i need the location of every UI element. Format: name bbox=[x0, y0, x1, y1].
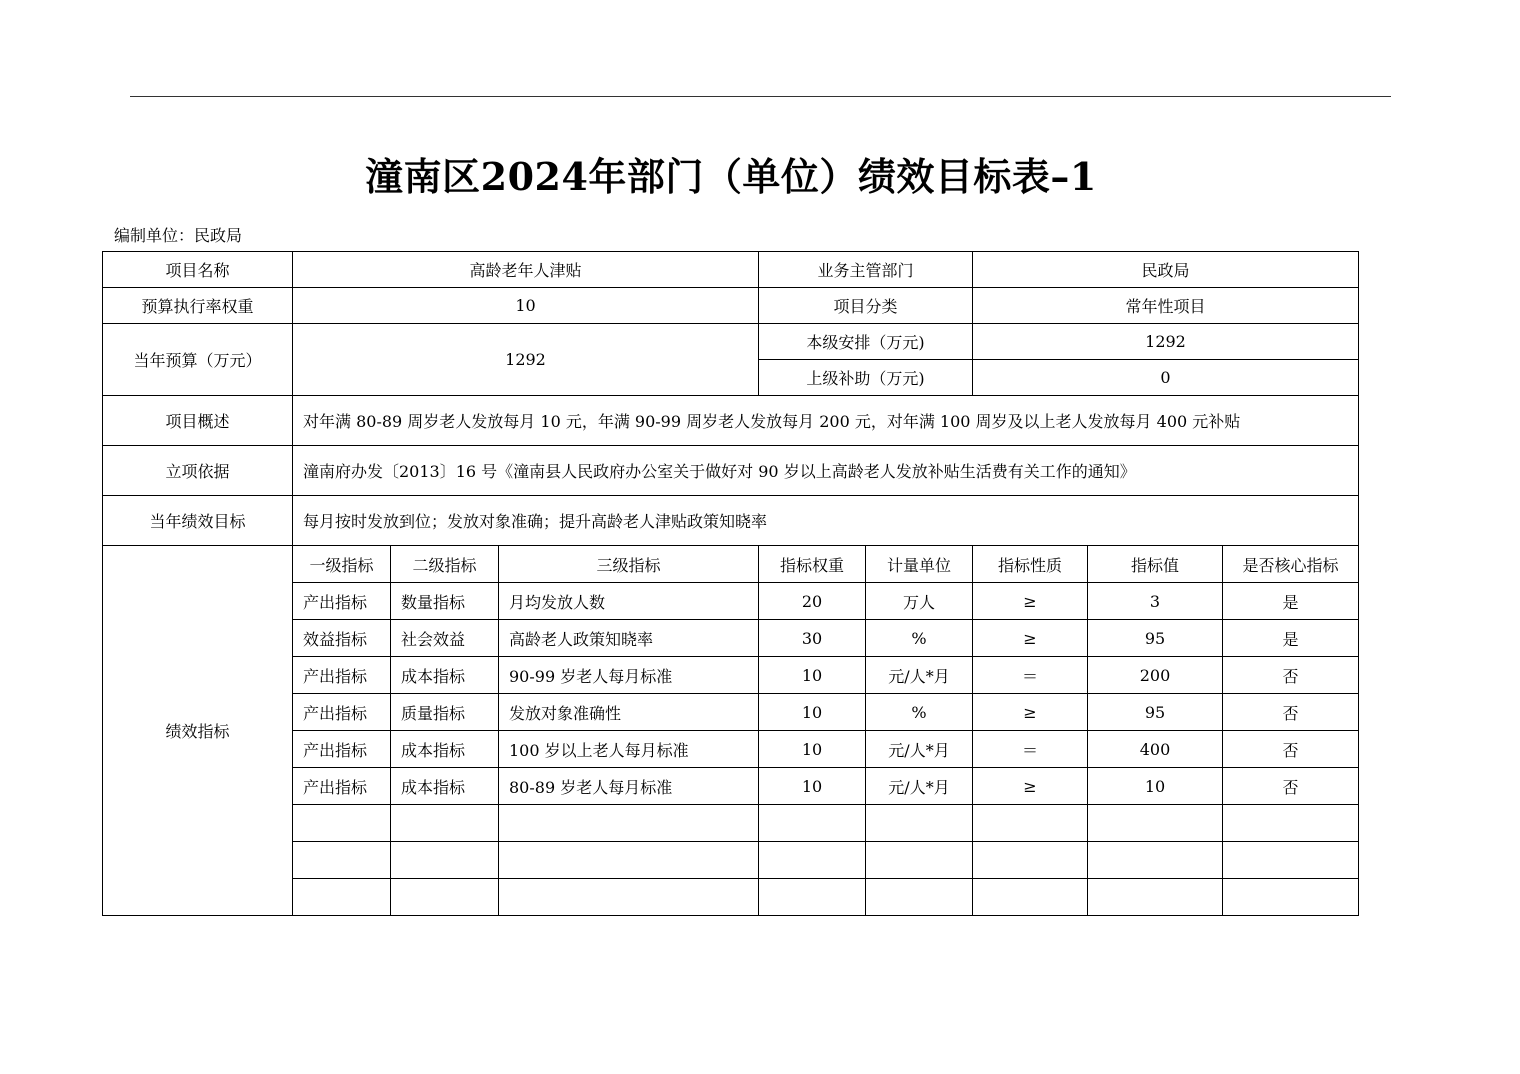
cell-weight: 10 bbox=[759, 657, 866, 694]
basis-label: 立项依据 bbox=[103, 446, 293, 496]
empty-cell bbox=[499, 879, 759, 916]
cell-core: 否 bbox=[1223, 731, 1359, 768]
basis-row bbox=[103, 446, 1359, 496]
goal-value: 每月按时发放到位；发放对象准确；提升高龄老人津贴政策知晓率 bbox=[293, 496, 1359, 546]
cell-level3: 90-99 岁老人每月标准 bbox=[499, 657, 759, 694]
cell-unit: 元/人*月 bbox=[866, 768, 973, 805]
goal-label: 当年绩效目标 bbox=[103, 496, 293, 546]
cell-value: 10 bbox=[1088, 768, 1223, 805]
weight-value: 10 bbox=[293, 288, 759, 324]
goal-row bbox=[103, 496, 1359, 546]
overview-label: 项目概述 bbox=[103, 396, 293, 446]
empty-cell bbox=[973, 805, 1088, 842]
cell-core: 是 bbox=[1223, 620, 1359, 657]
cell-value: 3 bbox=[1088, 583, 1223, 620]
empty-cell bbox=[759, 842, 866, 879]
local-label: 本级安排（万元) bbox=[759, 324, 973, 360]
cell-weight: 10 bbox=[759, 731, 866, 768]
empty-cell bbox=[973, 842, 1088, 879]
empty-cell bbox=[293, 805, 391, 842]
empty-cell bbox=[1223, 805, 1359, 842]
cell-level2: 质量指标 bbox=[391, 694, 499, 731]
empty-cell bbox=[391, 805, 499, 842]
header-level1: 一级指标 bbox=[293, 546, 391, 583]
overview-value: 对年满 80-89 周岁老人发放每月 10 元，年满 90-99 周岁老人发放每月 200 元，对年满 100 周岁及以上老人发放每月 400 元补贴 bbox=[293, 396, 1359, 446]
overview-row bbox=[103, 396, 1359, 446]
cell-core: 否 bbox=[1223, 768, 1359, 805]
cell-weight: 10 bbox=[759, 768, 866, 805]
indicator-header-row bbox=[103, 546, 1359, 583]
cell-weight: 30 bbox=[759, 620, 866, 657]
cell-weight: 10 bbox=[759, 694, 866, 731]
budget-value: 1292 bbox=[293, 324, 759, 396]
cell-nature: ≥ bbox=[973, 768, 1088, 805]
cell-level2: 成本指标 bbox=[391, 657, 499, 694]
dept-value: 民政局 bbox=[973, 252, 1359, 288]
header-level2: 二级指标 bbox=[391, 546, 499, 583]
header-unit: 计量单位 bbox=[866, 546, 973, 583]
weight-label: 预算执行率权重 bbox=[103, 288, 293, 324]
header-value: 指标值 bbox=[1088, 546, 1223, 583]
cell-level2: 成本指标 bbox=[391, 731, 499, 768]
cell-nature: ≥ bbox=[973, 583, 1088, 620]
cell-nature: ≥ bbox=[973, 620, 1088, 657]
indicators-label: 绩效指标 bbox=[103, 546, 293, 916]
cell-value: 95 bbox=[1088, 694, 1223, 731]
header-level3: 三级指标 bbox=[499, 546, 759, 583]
cell-weight: 20 bbox=[759, 583, 866, 620]
empty-cell bbox=[1088, 805, 1223, 842]
empty-cell bbox=[866, 842, 973, 879]
cell-core: 否 bbox=[1223, 657, 1359, 694]
cell-level2: 社会效益 bbox=[391, 620, 499, 657]
empty-cell bbox=[866, 879, 973, 916]
empty-cell bbox=[293, 842, 391, 879]
empty-cell bbox=[1088, 842, 1223, 879]
empty-cell bbox=[499, 842, 759, 879]
cell-nature: ≥ bbox=[973, 694, 1088, 731]
cell-level1: 产出指标 bbox=[293, 768, 391, 805]
cell-unit: 万人 bbox=[866, 583, 973, 620]
empty-cell bbox=[293, 879, 391, 916]
cell-unit: 元/人*月 bbox=[866, 657, 973, 694]
cell-value: 95 bbox=[1088, 620, 1223, 657]
cell-level3: 80-89 岁老人每月标准 bbox=[499, 768, 759, 805]
header-core: 是否核心指标 bbox=[1223, 546, 1359, 583]
empty-cell bbox=[759, 879, 866, 916]
subsidy-value: 0 bbox=[973, 360, 1359, 396]
cell-value: 200 bbox=[1088, 657, 1223, 694]
performance-table bbox=[102, 251, 1359, 916]
cell-level1: 产出指标 bbox=[293, 583, 391, 620]
empty-cell bbox=[1088, 879, 1223, 916]
cell-level1: 效益指标 bbox=[293, 620, 391, 657]
cell-level1: 产出指标 bbox=[293, 694, 391, 731]
compiling-unit: 编制单位：民政局 bbox=[114, 226, 243, 245]
cell-level1: 产出指标 bbox=[293, 657, 391, 694]
empty-cell bbox=[391, 842, 499, 879]
empty-cell bbox=[1223, 879, 1359, 916]
cell-level1: 产出指标 bbox=[293, 731, 391, 768]
weight-row bbox=[103, 288, 1359, 324]
cell-core: 是 bbox=[1223, 583, 1359, 620]
top-rule bbox=[130, 96, 1391, 97]
cell-level2: 成本指标 bbox=[391, 768, 499, 805]
header-nature: 指标性质 bbox=[973, 546, 1088, 583]
empty-cell bbox=[973, 879, 1088, 916]
local-value: 1292 bbox=[973, 324, 1359, 360]
empty-cell bbox=[499, 805, 759, 842]
subsidy-label: 上级补助（万元) bbox=[759, 360, 973, 396]
cell-core: 否 bbox=[1223, 694, 1359, 731]
cell-level3: 月均发放人数 bbox=[499, 583, 759, 620]
cell-nature: ＝ bbox=[973, 657, 1088, 694]
empty-cell bbox=[759, 805, 866, 842]
basis-value: 潼南府办发〔2013〕16 号《潼南县人民政府办公室关于做好对 90 岁以上高龄老人发放补贴生活费有关工作的通知》 bbox=[293, 446, 1359, 496]
cell-value: 400 bbox=[1088, 731, 1223, 768]
cell-level2: 数量指标 bbox=[391, 583, 499, 620]
cell-nature: ＝ bbox=[973, 731, 1088, 768]
project-name-row bbox=[103, 252, 1359, 288]
dept-label: 业务主管部门 bbox=[759, 252, 973, 288]
cell-level3: 100 岁以上老人每月标准 bbox=[499, 731, 759, 768]
project-name-value: 高龄老年人津贴 bbox=[293, 252, 759, 288]
page-title: 潼南区2024年部门（单位）绩效目标表–1 bbox=[365, 154, 1097, 199]
cell-unit: % bbox=[866, 694, 973, 731]
category-value: 常年性项目 bbox=[973, 288, 1359, 324]
empty-cell bbox=[1223, 842, 1359, 879]
cell-unit: 元/人*月 bbox=[866, 731, 973, 768]
project-name-label: 项目名称 bbox=[103, 252, 293, 288]
cell-level3: 发放对象准确性 bbox=[499, 694, 759, 731]
empty-cell bbox=[866, 805, 973, 842]
cell-level3: 高龄老人政策知晓率 bbox=[499, 620, 759, 657]
budget-label: 当年预算（万元） bbox=[103, 324, 293, 396]
category-label: 项目分类 bbox=[759, 288, 973, 324]
header-weight: 指标权重 bbox=[759, 546, 866, 583]
empty-cell bbox=[391, 879, 499, 916]
cell-unit: % bbox=[866, 620, 973, 657]
budget-row bbox=[103, 324, 1359, 360]
